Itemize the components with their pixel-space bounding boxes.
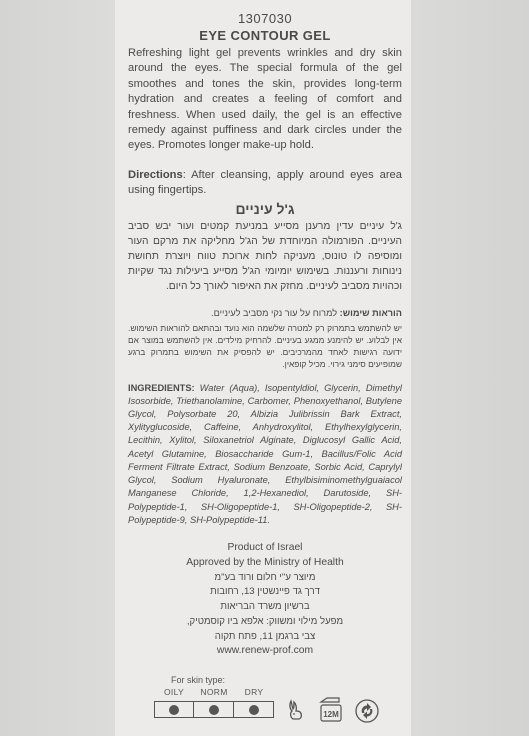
pao-label: 12M bbox=[323, 710, 339, 719]
directions-he-text: למרוח על עור נקי מסביב לעיניים. bbox=[211, 307, 340, 318]
importer-he: מפעל מילוי ומשווק: אלפא ביו קוסמטיק, bbox=[186, 615, 344, 627]
product-code: 1307030 bbox=[237, 11, 293, 26]
product-title-he: ג'ל עיניים bbox=[235, 200, 295, 217]
skin-type-name: DRY bbox=[244, 687, 264, 697]
ingredients-label: INGREDIENTS: bbox=[128, 382, 195, 393]
skin-type-label: For skin type: bbox=[171, 675, 226, 685]
filled-dot-icon bbox=[209, 705, 219, 715]
label-content bbox=[128, 8, 402, 659]
directions-he bbox=[128, 307, 402, 320]
ingredients bbox=[128, 382, 402, 527]
origin: Product of Israel bbox=[227, 541, 303, 553]
warning-he: יש להשתמש בתמרוק רק למטרה שלשמה הוא נועד ובהתאם להוראות השימוש. אין לבלוע. יש להימנע ממגע בעיניים. להרחיק מילדים. אין להשתמש במוצר אם ידועה רגישות לאחד מהמרכיבים. יש להפסיק את השימוש בתמרוק ברגע שמופיעים סימני גירוי. מכיל קופאין. bbox=[128, 322, 402, 369]
skin-type-oily bbox=[154, 688, 194, 704]
filled-dot-icon bbox=[169, 705, 179, 715]
license-he: ברשיון משרד הבריאות bbox=[220, 601, 310, 613]
directions-text: : After cleansing, apply around eyes area using fingertips. bbox=[128, 168, 402, 197]
website: www.renew-prof.com bbox=[216, 645, 314, 657]
skin-type-name: OILY bbox=[164, 687, 184, 697]
filled-dot-icon bbox=[249, 705, 259, 715]
open-jar-pao-icon bbox=[318, 696, 344, 724]
package-left-edge bbox=[0, 0, 115, 736]
package-right-edge bbox=[411, 0, 529, 736]
description-en: Refreshing light gel prevents wrinkles and dry skin around the eyes. The special formula of the gel smoothes and tones the skin, provides long-term hydration and creates a feeling of comfort and freshness. When used daily, the gel is an effective remedy against puffiness and dark circles under the eyes. Promotes longer make-up hold. bbox=[128, 47, 402, 152]
directions-label: Directions bbox=[128, 168, 183, 181]
footer bbox=[128, 541, 402, 659]
skin-type-name: NORM bbox=[200, 687, 228, 697]
skin-type-dry bbox=[234, 688, 274, 704]
directions-en bbox=[128, 168, 402, 199]
skin-type-norm bbox=[194, 688, 234, 704]
approval: Approved by the Ministry of Health bbox=[186, 556, 344, 568]
recycle-icon bbox=[354, 698, 380, 724]
address-he: דרך גד פיינשטין 13, רחובות bbox=[210, 586, 320, 598]
skin-type-table bbox=[154, 688, 274, 704]
directions-he-label: הוראות שימוש: bbox=[339, 307, 402, 318]
description-he: ג'ל עיניים עדין מרענן מסייע במניעת קמטים ועור יבש סביב העיניים. הפורמולה המיוחדת של הג'ל מחליקה את מרקם העור ומוסיפה לו טונוס, מעניקה לחות ארוכת טווח ויוצרת תחושת נינוחות ורעננות. בשימוש יומיומי הג'ל מסייע ביעילות נגד שקיות וכהויות מסביב לעיניים. מחזק את האיפור לאורך כל היום. bbox=[128, 220, 402, 293]
product-title: EYE CONTOUR GEL bbox=[199, 28, 331, 43]
importer-address-he: צבי ברגמן 11, פתח תקוה bbox=[214, 630, 316, 642]
cruelty-free-rabbit-icon bbox=[282, 698, 308, 724]
ingredients-text: Water (Aqua), Isopentyldiol, Glycerin, Dimethyl Isosorbide, Triethanolamine, Carbomer, Phenoxyethanol, Butylene Glycol, Polysorbate 20, Albizia Julibrissin Bark Extract, Xylityglucoside, Caffeine, Anhydroxylitol, Ethylhexylglycerin, Lecithin, Xylitol, Siloxanetriol Alginate, Diglucosyl Gallic Acid, Acetyl Glutamine, Biosaccharide Gum-1, Bacillus/Folic Acid Ferment Filtrate Extract, Sodium Benzoate, Sorbic Acid, Caprylyl Glycol, Sodium Hyaluronate, Ethylbisiminomethylguaiacol Manganese Chloride, 1,2-Hexanediol, Darutoside, SH-Polypeptide-1, SH-Oligopeptide-1, SH-Oligopeptide-2, SH-Polypeptide-9, SH-Polypeptide-11. bbox=[128, 382, 402, 525]
manufacturer-he: מיוצר ע"י חלום ורוד בע"מ bbox=[214, 571, 316, 583]
